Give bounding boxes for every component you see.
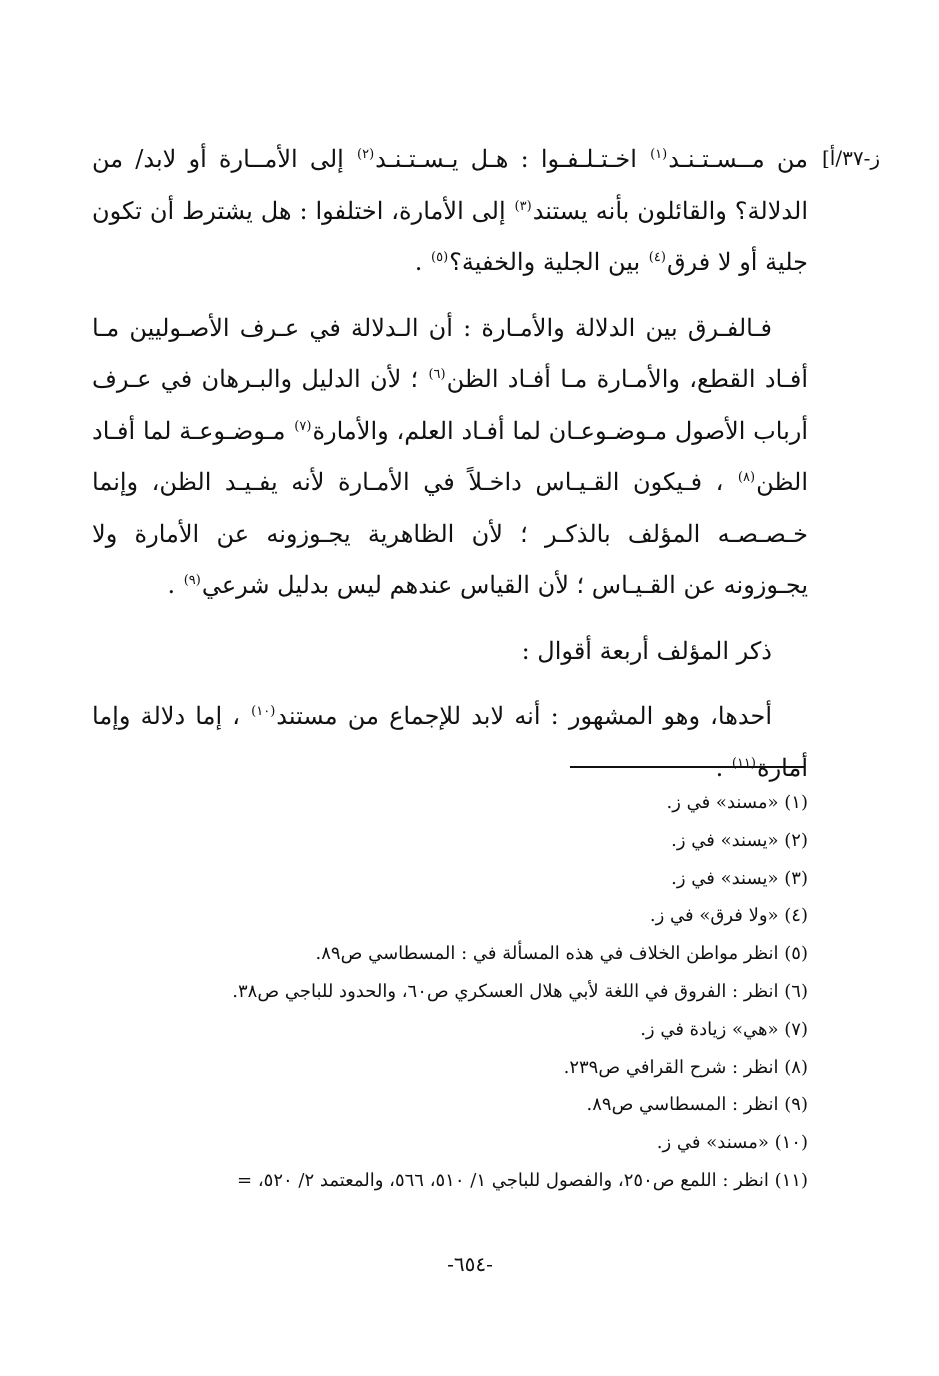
text-run: بين الجلية والخفية؟ <box>449 248 648 276</box>
footnote-marker: (٣) <box>514 198 532 214</box>
text-run: ، فـيكون القـيـاس داخـلاً في الأمـارة لأنه يفـيـد الظن، وإنما خـصـصـه المؤلف بالذكـر ؛ لأن الظاهرية يجـوزونه عن الأمارة ولا يجـوزونه عن القـيـاس ؛ لأن القياس عندهم ليس بدليل شرعي <box>92 468 809 599</box>
text-run: مـوضـوعـة لما أفـاد الظن <box>92 416 808 496</box>
footnote-item: (١١) انظر : اللمع ص٢٥٠، والفصول للباجي ١/ ٥١٠، ٥٦٦، والمعتمد ٢/ ٥٢٠، = <box>237 1169 808 1191</box>
footnote-item: (١٠) «مسند» في ز. <box>656 1132 808 1154</box>
footnote-item: (٩) انظر : المسطاسي ص٨٩. <box>586 1094 808 1116</box>
footnote-marker: (١٠) <box>251 704 276 719</box>
text-run: فـالفـرق بين الدلالة والأمـارة : أن الـدلالة في عـرف الأصـوليين مـا أفـاد القطع، والأمـارة مـا أفـاد الظن <box>92 313 808 393</box>
text-run: . <box>715 753 731 782</box>
footnote-item: (٨) انظر : شرح القرافي ص٢٣٩. <box>563 1056 808 1078</box>
footnote-marker: (٧) <box>294 418 312 434</box>
footnote-marker: (٨) <box>737 470 756 485</box>
text-run: ؛ لأن الدليل والبـرهان في عـرف أرباب الأصول مـوضـوعـان لما أفـاد العلم، والأمارة <box>92 365 809 445</box>
footnote-marker: (٩) <box>183 573 201 588</box>
paragraph <box>92 134 808 289</box>
page-number: -٦٥٤- <box>447 1252 493 1276</box>
footnote-item: (٢) «يسند» في ز. <box>671 829 808 851</box>
footnote-marker: (٥) <box>431 250 449 265</box>
footnote-marker: (٦) <box>428 367 446 382</box>
text-run: إلى الأمارة، اختلفوا : هل يشترط أن تكون جلية أو لا فرق <box>92 196 808 276</box>
text-run: . <box>414 248 430 276</box>
footnote-item: (٦) انظر : الفروق في اللغة لأبي هلال العسكري ص٦٠، والحدود للباجي ص٣٨. <box>232 980 808 1002</box>
footnote-marker: (١١) <box>731 755 756 771</box>
footnote-separator <box>570 766 804 768</box>
text-run: من مــسـتـنـد <box>668 145 809 173</box>
footnote-item: (٤) «ولا فرق» في ز. <box>649 905 808 927</box>
footnote-marker: (٢) <box>357 147 375 162</box>
text-run: اخـتـلـفـوا : هـل يـسـتـنـد <box>375 145 650 173</box>
footnote-item: (٧) «هي» زيادة في ز. <box>640 1018 808 1040</box>
footnote-item: (٥) انظر مواطن الخلاف في هذه المسألة في : المسطاسي ص٨٩. <box>315 943 808 965</box>
paragraph <box>92 691 808 794</box>
footnote-marker: (١) <box>650 147 668 162</box>
main-text <box>92 134 808 808</box>
text-run: إلى الأمــارة أو لابد/ من الدلالة؟ والقائلون بأنه يستند <box>92 145 808 225</box>
text-run: ذكر المؤلف أربعة أقوال : <box>521 636 772 665</box>
footnotes <box>80 784 808 1200</box>
text-run: أحدها، وهو المشهور : أنه لابد للإجماع من مستند <box>276 702 772 730</box>
text-run: . <box>167 571 183 599</box>
margin-reference: ز-٣٧/أ] <box>822 146 881 170</box>
footnote-marker: (٤) <box>648 250 666 265</box>
footnote-item: (١) «مسند» في ز. <box>666 792 808 813</box>
footnote-item: (٣) «يسند» في ز. <box>671 867 808 889</box>
text-run: ، إما دلالة وإما أمارة <box>92 702 808 782</box>
paragraph <box>92 303 808 612</box>
paragraph <box>92 626 808 678</box>
